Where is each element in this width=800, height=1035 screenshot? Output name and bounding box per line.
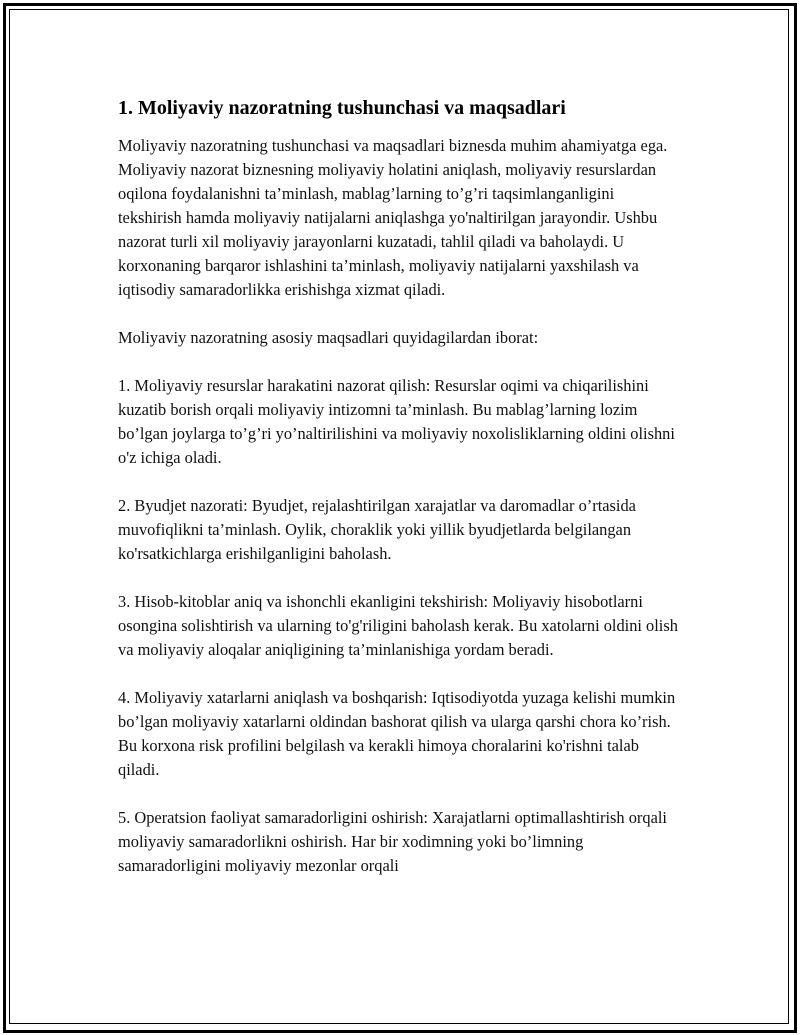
intro-paragraph: Moliyaviy nazoratning tushunchasi va maqsadlari biznesda muhim ahamiyatga ega. Moliyaviy nazorat biznesning moliyaviy holatini aniqlash, moliyaviy resurslardan oqilona foydalanishni ta’minlash, mablag’larning to’g’ri taqsimlanganligini tekshirish hamda moliyaviy natijalarni aniqlashga yo'naltirilgan jarayondir. Ushbu nazorat turli xil moliyaviy jarayonlarni kuzatadi, tahlil qiladi va baholaydi. U korxonaning barqaror ishlashini ta’minlash, moliyaviy natijalarni yaxshilash va iqtisodiy samaradorlikka erishishga xizmat qiladi. [118, 136, 668, 299]
section-heading: 1. Moliyaviy nazoratning tushunchasi va maqsadlari [118, 97, 566, 119]
goal-item-5: 5. Operatsion faoliyat samaradorligini oshirish: Xarajatlarni optimallashtirish orqali moliyaviy samaradorlikni oshirish. Har bir xodimning yoki bo’limning samaradorligini moliyaviy mezonlar orqali [118, 808, 667, 875]
goal-item-2: 2. Byudjet nazorati: Byudjet, rejalashtirilgan xarajatlar va daromadlar o’rtasida muvofiqlikni ta’minlash. Oylik, choraklik yoki yillik byudjetlarda belgilangan ko'rsatkichlarga erishilganligini baholash. [118, 496, 636, 563]
goal-item-1: 1. Moliyaviy resurslar harakatini nazorat qilish: Resurslar oqimi va chiqarilishini kuzatib borish orqali moliyaviy intizomni ta’minlash. Bu mablag’larning lozim bo’lgan joylarga to’g’ri yo’naltirilishini va moliyaviy noxolisliklarning oldini olishni o'z ichiga oladi. [118, 376, 675, 467]
goals-lead-paragraph: Moliyaviy nazoratning asosiy maqsadlari quyidagilardan iborat: [118, 328, 539, 347]
goal-item-3: 3. Hisob-kitoblar aniq va ishonchli ekanligini tekshirish: Moliyaviy hisobotlarni osongina solishtirish va ularning to'g'riligini baholash kerak. Bu xatolarni oldini olish va moliyaviy aloqalar aniqligining ta’minlanishiga yordam beradi. [118, 592, 678, 659]
document-body [118, 96, 678, 902]
goal-item-4: 4. Moliyaviy xatarlarni aniqlash va boshqarish: Iqtisodiyotda yuzaga kelishi mumkin bo’lgan moliyaviy xatarlarni oldindan bashorat qilish va ularga qarshi chora ko’rish. Bu korxona risk profilini belgilash va kerakli himoya choralarini ko'rishni talab qiladi. [118, 688, 676, 779]
